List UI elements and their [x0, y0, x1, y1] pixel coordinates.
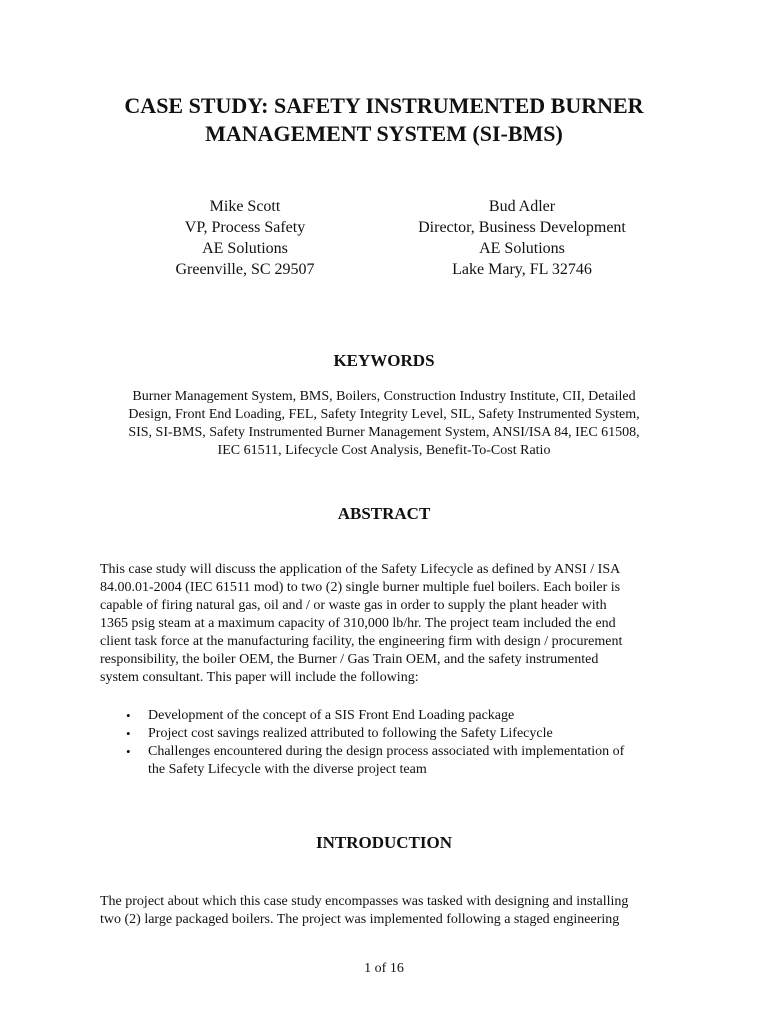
- author-mike-scott: [145, 196, 345, 280]
- introduction-heading: INTRODUCTION: [315, 833, 453, 852]
- bullet-text: the Safety Lifecycle with the diverse project team: [148, 762, 427, 777]
- keywords-heading: KEYWORDS: [333, 351, 435, 370]
- keywords-line: Design, Front End Loading, FEL, Safety Integrity Level, SIL, Safety Instrumented System,: [128, 407, 640, 422]
- abstract-paragraph: [100, 561, 680, 687]
- bullet-text: Project cost savings realized attributed to following the Safety Lifecycle: [148, 726, 553, 741]
- author-location: Lake Mary, FL 32746: [452, 261, 592, 278]
- page-number: 1 of 16: [364, 961, 404, 976]
- abstract-bullet-list: [100, 707, 680, 779]
- author-position: Director, Business Development: [418, 219, 626, 236]
- bullet-icon: •: [126, 708, 131, 723]
- bullet-icon: •: [126, 744, 131, 759]
- title-line: CASE STUDY: SAFETY INSTRUMENTED BURNER: [124, 93, 644, 118]
- author-bud-adler: [372, 196, 672, 280]
- author-location: Greenville, SC 29507: [175, 261, 315, 278]
- author-name: Mike Scott: [209, 198, 281, 215]
- abstract-line: system consultant. This paper will include the following:: [100, 670, 419, 685]
- abstract-line: This case study will discuss the application of the Safety Lifecycle as defined by ANSI / ISA: [100, 562, 621, 577]
- bullet-text: Development of the concept of a SIS Front End Loading package: [148, 708, 515, 723]
- abstract-heading: ABSTRACT: [337, 504, 431, 523]
- list-item: [100, 725, 680, 743]
- keywords-line: IEC 61511, Lifecycle Cost Analysis, Benefit-To-Cost Ratio: [217, 443, 551, 458]
- abstract-line: capable of firing natural gas, oil and / or waste gas in order to supply the plant header with: [100, 598, 607, 613]
- author-company: AE Solutions: [479, 240, 565, 257]
- abstract-line: 1365 psig steam at a maximum capacity of 310,000 lb/hr. The project team included the end: [100, 616, 616, 631]
- keywords-line: Burner Management System, BMS, Boilers, Construction Industry Institute, CII, Detailed: [132, 389, 636, 404]
- introduction-paragraph: [100, 893, 680, 929]
- author-position: VP, Process Safety: [184, 219, 306, 236]
- list-item: [100, 707, 680, 725]
- list-item: [100, 743, 680, 779]
- author-company: AE Solutions: [202, 240, 288, 257]
- keywords-line: SIS, SI-BMS, Safety Instrumented Burner Management System, ANSI/ISA 84, IEC 61508,: [128, 425, 640, 440]
- bullet-icon: •: [126, 726, 131, 741]
- author-name: Bud Adler: [488, 198, 556, 215]
- keywords-list: [100, 388, 668, 460]
- abstract-line: 84.00.01-2004 (IEC 61511 mod) to two (2) single burner multiple fuel boilers. Each boiler is: [100, 580, 621, 595]
- bullet-text: Challenges encountered during the design process associated with implementation of: [148, 744, 625, 759]
- introduction-line: two (2) large packaged boilers. The project was implemented following a staged engineering: [100, 912, 620, 927]
- title-line: MANAGEMENT SYSTEM (SI-BMS): [205, 121, 563, 146]
- paper-title: [60, 92, 708, 148]
- introduction-line: The project about which this case study encompasses was tasked with designing and installing: [100, 894, 629, 909]
- abstract-line: client task force at the manufacturing facility, the engineering firm with design / procurement: [100, 634, 623, 649]
- abstract-line: responsibility, the boiler OEM, the Burner / Gas Train OEM, and the safety instrumented: [100, 652, 599, 667]
